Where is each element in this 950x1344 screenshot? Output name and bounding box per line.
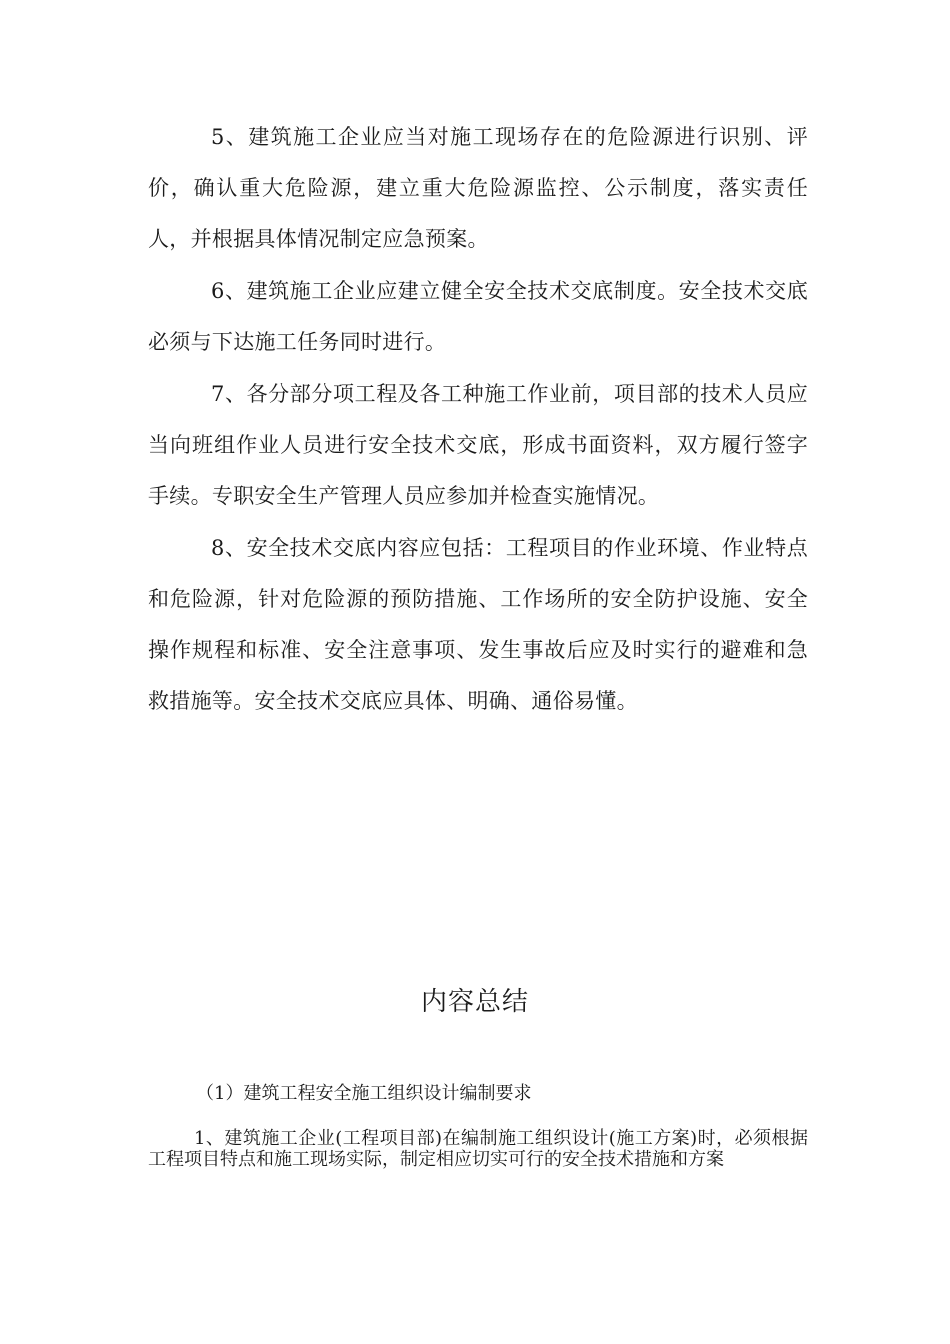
- paragraph-7: 7、各分部分项工程及各工种施工作业前，项目部的技术人员应当向班组作业人员进行安全技术交底，形成书面资料，双方履行签字手续。专职安全生产管理人员应参加并检查实施情况。: [148, 382, 808, 508]
- summary-subheading: （1）建筑工程安全施工组织设计编制要求: [196, 1083, 532, 1104]
- paragraph-6: 6、建筑施工企业应建立健全安全技术交底制度。安全技术交底必须与下达施工任务同时进行。: [148, 279, 808, 354]
- paragraph-8: 8、安全技术交底内容应包括：工程项目的作业环境、作业特点和危险源，针对危险源的预防措施、工作场所的安全防护设施、安全操作规程和标准、安全注意事项、发生事故后应及时实行的避难和急救措施等。安全技术交底应具体、明确、通俗易懂。: [148, 536, 808, 713]
- summary-paragraph: 1、建筑施工企业(工程项目部)在编制施工组织设计(施工方案)时，必须根据工程项目特点和施工现场实际，制定相应切实可行的安全技术措施和方案: [148, 1128, 808, 1170]
- summary-title: 内容总结: [420, 987, 529, 1017]
- paragraph-5: 5、建筑施工企业应当对施工现场存在的危险源进行识别、评价，确认重大危险源，建立重大危险源监控、公示制度，落实责任人，并根据具体情况制定应急预案。: [148, 125, 808, 251]
